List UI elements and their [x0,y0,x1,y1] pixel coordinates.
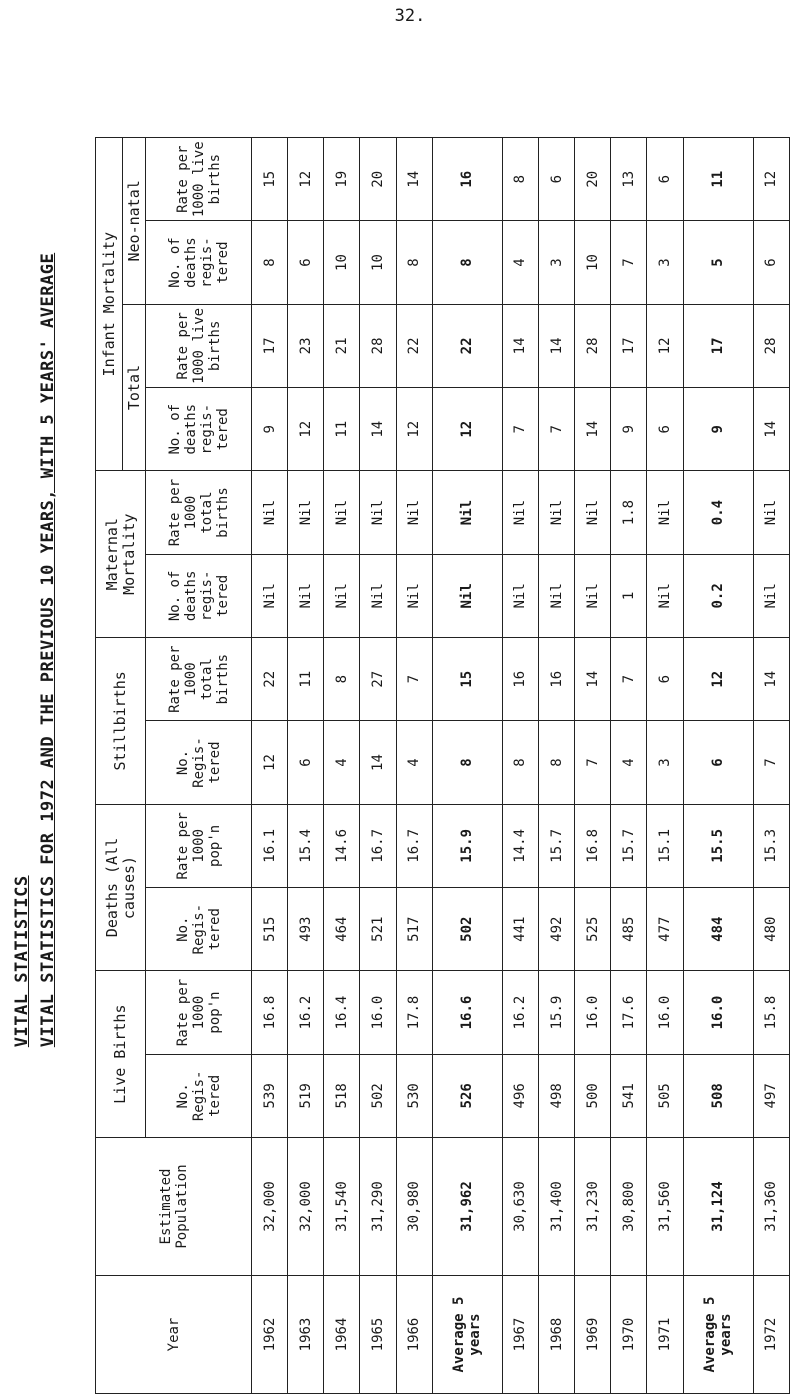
cell-mm-no: Nil [252,554,288,637]
cell-d-no: 502 [432,888,502,971]
vital-statistics-table-container [95,137,790,1394]
cell-lb-no: 496 [502,1054,538,1137]
cell-it-no: 12 [288,388,324,471]
cell-mm-rate: Nil [396,471,432,554]
cell-mm-rate: Nil [753,471,789,554]
cell-sb-rate: 22 [252,638,288,721]
cell-sb-rate: 16 [502,638,538,721]
sb-rate-header: Rate per 1000 total births [146,638,252,721]
table-row [324,138,360,1394]
cell-d-rate: 16.8 [575,804,611,887]
cell-mm-no: Nil [360,554,396,637]
cell-population: 31,230 [575,1138,611,1276]
cell-nn-rate: 20 [360,138,396,221]
cell-it-rate: 14 [539,304,575,387]
cell-it-rate: 17 [611,304,647,387]
cell-lb-no: 518 [324,1054,360,1137]
cell-nn-no: 3 [539,221,575,304]
cell-year: 1964 [324,1276,360,1394]
cell-sb-rate: 7 [611,638,647,721]
cell-nn-no: 4 [502,221,538,304]
cell-d-rate: 14.4 [502,804,538,887]
cell-it-no: 14 [575,388,611,471]
cell-mm-no: Nil [753,554,789,637]
cell-nn-rate: 15 [252,138,288,221]
cell-sb-rate: 6 [647,638,683,721]
cell-sb-rate: 14 [753,638,789,721]
cell-mm-rate: Nil [324,471,360,554]
it-rate-header: Rate per 1000 live births [146,304,252,387]
cell-year: 1963 [288,1276,324,1394]
maternal-mortality-header: Maternal Mortality [96,471,146,638]
cell-population: 31,360 [753,1138,789,1276]
cell-lb-rate: 16.4 [324,971,360,1054]
cell-population: 30,980 [396,1138,432,1276]
cell-population: 32,000 [288,1138,324,1276]
cell-d-no: 480 [753,888,789,971]
cell-mm-rate: 0.4 [683,471,753,554]
cell-nn-rate: 16 [432,138,502,221]
cell-mm-no: Nil [324,554,360,637]
cell-mm-no: Nil [288,554,324,637]
average-row [432,138,502,1394]
cell-it-no: 12 [432,388,502,471]
cell-sb-no: 8 [539,721,575,804]
cell-lb-no: 508 [683,1054,753,1137]
cell-d-no: 485 [611,888,647,971]
page-title [10,60,60,1240]
cell-lb-no: 498 [539,1054,575,1137]
cell-sb-no: 8 [432,721,502,804]
cell-sb-rate: 11 [288,638,324,721]
mm-rate-header: Rate per 1000 total births [146,471,252,554]
cell-it-no: 7 [502,388,538,471]
cell-mm-rate: Nil [539,471,575,554]
cell-d-no: 493 [288,888,324,971]
cell-population: 31,540 [324,1138,360,1276]
cell-it-no: 12 [396,388,432,471]
cell-d-no: 517 [396,888,432,971]
sb-no-header: No. Regis- tered [146,721,252,804]
cell-d-no: 464 [324,888,360,971]
cell-d-no: 477 [647,888,683,971]
cell-nn-rate: 12 [753,138,789,221]
neo-natal-header: Neo-natal [123,138,146,305]
cell-it-rate: 22 [432,304,502,387]
cell-nn-no: 3 [647,221,683,304]
cell-it-rate: 12 [647,304,683,387]
cell-lb-rate: 15.9 [539,971,575,1054]
cell-nn-rate: 14 [396,138,432,221]
cell-lb-no: 530 [396,1054,432,1137]
cell-sb-rate: 15 [432,638,502,721]
cell-mm-rate: Nil [360,471,396,554]
page-number: 32. [394,6,426,26]
table-row [753,138,789,1394]
cell-mm-no: Nil [396,554,432,637]
cell-nn-no: 8 [396,221,432,304]
cell-sb-rate: 12 [683,638,753,721]
mm-no-header: No. of deaths regis- tered [146,554,252,637]
cell-mm-no: 0.2 [683,554,753,637]
cell-it-rate: 22 [396,304,432,387]
cell-it-rate: 28 [360,304,396,387]
cell-lb-rate: 16.8 [252,971,288,1054]
cell-lb-rate: 16.2 [502,971,538,1054]
stillbirths-header: Stillbirths [96,638,146,805]
cell-d-no: 515 [252,888,288,971]
cell-mm-no: Nil [647,554,683,637]
cell-year: 1965 [360,1276,396,1394]
cell-it-no: 6 [647,388,683,471]
cell-it-rate: 28 [575,304,611,387]
cell-population: 32,000 [252,1138,288,1276]
cell-nn-no: 10 [360,221,396,304]
cell-year: 1962 [252,1276,288,1394]
table-body [252,138,790,1394]
cell-sb-no: 12 [252,721,288,804]
cell-d-no: 441 [502,888,538,971]
table-row [539,138,575,1394]
cell-it-no: 14 [360,388,396,471]
cell-d-rate: 15.9 [432,804,502,887]
cell-nn-rate: 19 [324,138,360,221]
table-row [252,138,288,1394]
cell-nn-rate: 6 [647,138,683,221]
cell-nn-no: 6 [753,221,789,304]
cell-lb-no: 500 [575,1054,611,1137]
vital-statistics-table [95,137,790,1394]
cell-year: Average 5 years [683,1276,753,1394]
cell-lb-rate: 16.0 [575,971,611,1054]
cell-population: 31,560 [647,1138,683,1276]
cell-population: 31,400 [539,1138,575,1276]
cell-nn-no: 8 [252,221,288,304]
lb-rate-header: Rate per 1000 pop'n [146,971,252,1054]
cell-it-no: 11 [324,388,360,471]
cell-sb-no: 4 [396,721,432,804]
cell-lb-rate: 16.0 [683,971,753,1054]
cell-lb-rate: 16.0 [647,971,683,1054]
cell-nn-no: 7 [611,221,647,304]
cell-population: 31,962 [432,1138,502,1276]
cell-population: 30,630 [502,1138,538,1276]
cell-year: 1966 [396,1276,432,1394]
cell-lb-no: 539 [252,1054,288,1137]
title-line-1: VITAL STATISTICS [12,875,32,1048]
cell-it-rate: 14 [502,304,538,387]
cell-it-rate: 28 [753,304,789,387]
cell-nn-no: 10 [575,221,611,304]
cell-sb-no: 4 [611,721,647,804]
cell-nn-no: 6 [288,221,324,304]
cell-nn-rate: 20 [575,138,611,221]
cell-lb-no: 505 [647,1054,683,1137]
cell-lb-rate: 15.8 [753,971,789,1054]
cell-it-no: 7 [539,388,575,471]
cell-d-no: 525 [575,888,611,971]
it-no-header: No. of deaths regis- tered [146,388,252,471]
cell-population: 30,800 [611,1138,647,1276]
cell-lb-no: 502 [360,1054,396,1137]
cell-nn-no: 8 [432,221,502,304]
cell-it-rate: 17 [252,304,288,387]
cell-lb-rate: 17.8 [396,971,432,1054]
cell-sb-rate: 14 [575,638,611,721]
cell-sb-no: 7 [753,721,789,804]
cell-d-rate: 16.7 [360,804,396,887]
infant-total-header: Total [123,304,146,471]
cell-mm-rate: Nil [647,471,683,554]
table-row [360,138,396,1394]
cell-year: 1970 [611,1276,647,1394]
cell-lb-rate: 17.6 [611,971,647,1054]
cell-sb-rate: 27 [360,638,396,721]
table-row [288,138,324,1394]
cell-year: 1971 [647,1276,683,1394]
table-row [647,138,683,1394]
nn-no-header: No. of deaths regis- tered [146,221,252,304]
deaths-header: Deaths (All causes) [96,804,146,971]
cell-nn-rate: 6 [539,138,575,221]
cell-nn-no: 5 [683,221,753,304]
cell-year: 1969 [575,1276,611,1394]
cell-population: 31,290 [360,1138,396,1276]
cell-it-no: 14 [753,388,789,471]
cell-sb-rate: 16 [539,638,575,721]
cell-lb-rate: 16.0 [360,971,396,1054]
cell-it-no: 9 [683,388,753,471]
cell-d-no: 521 [360,888,396,971]
cell-d-rate: 15.5 [683,804,753,887]
cell-d-rate: 16.7 [396,804,432,887]
cell-d-rate: 14.6 [324,804,360,887]
population-header: Estimated Population [96,1138,252,1276]
cell-lb-rate: 16.6 [432,971,502,1054]
cell-sb-no: 14 [360,721,396,804]
cell-mm-rate: Nil [432,471,502,554]
average-row [683,138,753,1394]
table-row [502,138,538,1394]
cell-it-rate: 17 [683,304,753,387]
cell-d-no: 484 [683,888,753,971]
cell-d-rate: 15.7 [539,804,575,887]
table-row [611,138,647,1394]
cell-mm-rate: Nil [288,471,324,554]
cell-lb-rate: 16.2 [288,971,324,1054]
cell-year: 1972 [753,1276,789,1394]
live-births-header: Live Births [96,971,146,1138]
cell-sb-no: 6 [683,721,753,804]
cell-d-no: 492 [539,888,575,971]
cell-year: Average 5 years [432,1276,502,1394]
cell-it-no: 9 [611,388,647,471]
cell-d-rate: 16.1 [252,804,288,887]
cell-sb-no: 6 [288,721,324,804]
cell-mm-rate: Nil [502,471,538,554]
cell-d-rate: 15.4 [288,804,324,887]
cell-sb-no: 7 [575,721,611,804]
cell-mm-rate: Nil [575,471,611,554]
cell-lb-no: 519 [288,1054,324,1137]
nn-rate-header: Rate per 1000 live births [146,138,252,221]
cell-mm-no: Nil [502,554,538,637]
table-row [396,138,432,1394]
cell-population: 31,124 [683,1138,753,1276]
cell-year: 1967 [502,1276,538,1394]
cell-sb-no: 3 [647,721,683,804]
cell-it-no: 9 [252,388,288,471]
cell-mm-no: Nil [539,554,575,637]
cell-mm-rate: 1.8 [611,471,647,554]
cell-lb-no: 526 [432,1054,502,1137]
cell-nn-rate: 12 [288,138,324,221]
cell-nn-rate: 13 [611,138,647,221]
cell-nn-rate: 8 [502,138,538,221]
cell-mm-rate: Nil [252,471,288,554]
cell-lb-no: 541 [611,1054,647,1137]
cell-nn-no: 10 [324,221,360,304]
cell-year: 1968 [539,1276,575,1394]
cell-sb-no: 8 [502,721,538,804]
cell-it-rate: 23 [288,304,324,387]
cell-mm-no: Nil [432,554,502,637]
cell-d-rate: 15.7 [611,804,647,887]
cell-nn-rate: 11 [683,138,753,221]
infant-mortality-header: Infant Mortality [96,138,123,471]
cell-mm-no: 1 [611,554,647,637]
lb-no-header: No. Regis- tered [146,1054,252,1137]
table-row [575,138,611,1394]
cell-lb-no: 497 [753,1054,789,1137]
cell-it-rate: 21 [324,304,360,387]
cell-mm-no: Nil [575,554,611,637]
cell-sb-no: 4 [324,721,360,804]
title-line-2: VITAL STATISTICS FOR 1972 AND THE PREVIOUS 10 YEARS, WITH 5 YEARS' AVERAGE [38,252,58,1048]
year-header: Year [96,1276,252,1394]
cell-sb-rate: 7 [396,638,432,721]
d-no-header: No. Regis- tered [146,888,252,971]
cell-sb-rate: 8 [324,638,360,721]
cell-d-rate: 15.3 [753,804,789,887]
cell-d-rate: 15.1 [647,804,683,887]
d-rate-header: Rate per 1000 pop'n [146,804,252,887]
